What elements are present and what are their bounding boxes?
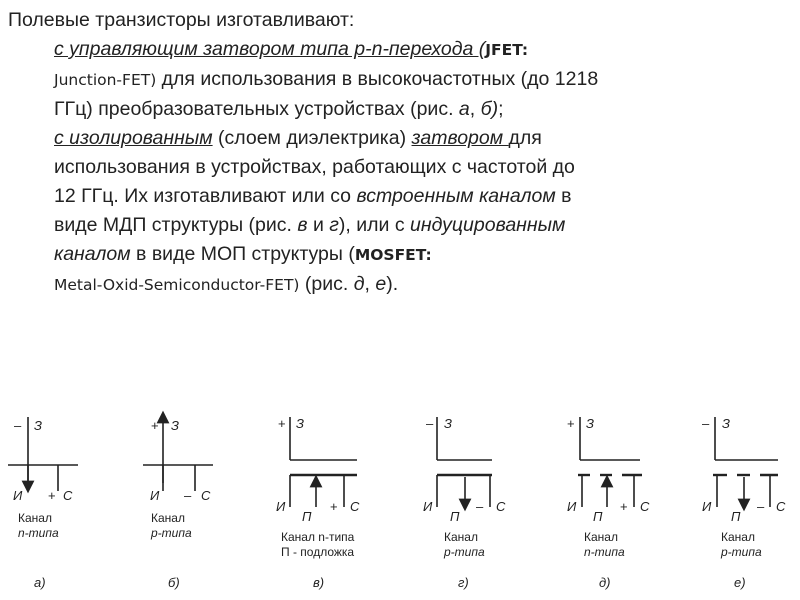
b-label-2: p-типа bbox=[151, 526, 192, 540]
b-source-label: И bbox=[150, 488, 160, 503]
a-gate-label: З bbox=[34, 418, 42, 433]
g-label-2: p-типа bbox=[444, 545, 485, 559]
g-gate-sign: – bbox=[426, 416, 434, 431]
mosfet-term: Metal-Oxid-Semiconductor-FET) bbox=[54, 276, 300, 294]
bullet-jfet-line-3 bbox=[54, 95, 794, 124]
e-drain-sign: – bbox=[757, 499, 765, 514]
v-gate-sign: + bbox=[278, 416, 286, 431]
v-drain-label: С bbox=[350, 499, 360, 514]
bullet-mosfet-line-5 bbox=[54, 240, 794, 270]
jfet-term: Junction-FET) bbox=[54, 71, 157, 89]
d-substrate-label: П bbox=[593, 509, 603, 524]
jfet-usage-text-2: ГГц) преобразовательных устройствах (рис. bbox=[54, 98, 459, 120]
built-in-channel-term: встроенным каналом bbox=[356, 185, 556, 207]
fig-ref-comma: , bbox=[469, 98, 481, 120]
g-substrate-label: П bbox=[450, 509, 460, 524]
freq-text: 12 ГГц. Их изготавливают или со bbox=[54, 185, 357, 207]
g-drain-label: С bbox=[496, 499, 506, 514]
a-label-2: n-типа bbox=[18, 526, 59, 540]
symbol-v-mdp-n bbox=[276, 416, 360, 590]
bullet-mosfet-line-1 bbox=[54, 124, 794, 153]
induced-term: индуцированным bbox=[410, 214, 566, 236]
g-drain-sign: – bbox=[476, 499, 484, 514]
a-source-label: И bbox=[13, 488, 23, 503]
fig-ref-b: б) bbox=[480, 98, 499, 120]
e-gate-sign: – bbox=[702, 416, 710, 431]
e-label-2: p-типа bbox=[721, 545, 762, 559]
v-caption: в) bbox=[313, 575, 325, 590]
jfet-usage-text: для использования в высокочастотных (до 1218 bbox=[156, 68, 599, 90]
e-drain-label: С bbox=[776, 499, 786, 514]
g-gate-label: З bbox=[444, 416, 452, 431]
symbol-g-mdp-p bbox=[423, 416, 506, 590]
e-label-1: Канал bbox=[721, 530, 755, 544]
d-gate-label: З bbox=[586, 416, 594, 431]
bullet-mosfet bbox=[8, 124, 794, 300]
and-text: и bbox=[307, 214, 330, 236]
a-label-1: Канал bbox=[18, 511, 52, 525]
symbol-b-jfet-p bbox=[143, 417, 213, 590]
symbol-e-mop-p bbox=[702, 416, 786, 590]
fig-ref-e: е bbox=[375, 273, 387, 295]
v-label-2: П - подложка bbox=[281, 545, 355, 559]
g-caption: г) bbox=[458, 575, 469, 590]
mosfet-abbr: MOSFET: bbox=[354, 246, 432, 264]
bullet-mosfet-line-3 bbox=[54, 182, 794, 211]
a-drain-label: С bbox=[63, 488, 73, 503]
e-source-label: И bbox=[702, 499, 712, 514]
a-caption: а) bbox=[34, 575, 46, 590]
d-label-1: Канал bbox=[584, 530, 618, 544]
fig-ref-g: г bbox=[329, 214, 339, 236]
slide-text bbox=[8, 6, 794, 300]
bullet-jfet-line-2 bbox=[54, 65, 794, 95]
fet-symbols-figure bbox=[0, 395, 800, 600]
v-gate-label: З bbox=[296, 416, 304, 431]
v-source-label: И bbox=[276, 499, 286, 514]
d-drain-sign: + bbox=[620, 499, 628, 514]
fig-ref-comma-2: , bbox=[364, 273, 376, 295]
for-text: для bbox=[508, 127, 542, 149]
b-caption: б) bbox=[168, 575, 180, 590]
e-substrate-label: П bbox=[731, 509, 741, 524]
jfet-abbr: JFET: bbox=[485, 41, 529, 59]
g-label-1: Канал bbox=[444, 530, 478, 544]
g-source-label: И bbox=[423, 499, 433, 514]
bullet-mosfet-line-6 bbox=[54, 270, 794, 300]
v-substrate-label: П bbox=[302, 509, 312, 524]
or-text: ), или с bbox=[338, 214, 410, 236]
d-caption: д) bbox=[599, 575, 611, 590]
a-drain-sign: + bbox=[48, 488, 56, 503]
v-label-1: Канал n-типа bbox=[281, 530, 355, 544]
d-gate-sign: + bbox=[567, 416, 575, 431]
fig-ref-a: а bbox=[458, 98, 470, 120]
symbol-d-mop-n bbox=[567, 416, 650, 590]
bullet-jfet bbox=[8, 35, 794, 124]
bullet-jfet-line-1 bbox=[54, 35, 794, 65]
e-gate-label: З bbox=[722, 416, 730, 431]
bullet-jfet-end: ; bbox=[498, 98, 504, 120]
b-gate-sign: + bbox=[151, 418, 159, 433]
channel-term: каналом bbox=[54, 243, 131, 265]
fig-ref-d: д bbox=[353, 273, 365, 295]
bullet-mosfet-end: ). bbox=[386, 273, 399, 295]
d-source-label: И bbox=[567, 499, 577, 514]
b-drain-label: С bbox=[201, 488, 211, 503]
e-caption: е) bbox=[734, 575, 746, 590]
symbol-a-jfet-n bbox=[8, 417, 78, 590]
b-gate-label: З bbox=[171, 418, 179, 433]
bullet-mosfet-line-2: использования в устройствах, работающих с частотой до bbox=[54, 156, 575, 178]
slide-heading: Полевые транзисторы изготавливают: bbox=[8, 9, 355, 31]
bullet-mosfet-line-4 bbox=[54, 211, 794, 240]
v-drain-sign: + bbox=[330, 499, 338, 514]
jfet-gate-type-text: с управляющим затвором типа p-n-перехода ( bbox=[54, 38, 486, 60]
dielectric-note: (слоем диэлектрика) bbox=[212, 127, 412, 149]
gate-term: затвором bbox=[411, 127, 509, 149]
b-drain-sign: – bbox=[184, 488, 192, 503]
insulated-term: с изолированным bbox=[54, 127, 213, 149]
mdp-text: виде МДП структуры (рис. bbox=[54, 214, 298, 236]
d-drain-label: С bbox=[640, 499, 650, 514]
a-gate-sign: – bbox=[14, 418, 22, 433]
d-label-2: n-типа bbox=[584, 545, 625, 559]
in-text: в bbox=[555, 185, 572, 207]
b-label-1: Канал bbox=[151, 511, 185, 525]
fig-ref-v: в bbox=[297, 214, 308, 236]
fig-ref-text: (рис. bbox=[299, 273, 354, 295]
mop-text: в виде МОП структуры ( bbox=[130, 243, 355, 265]
